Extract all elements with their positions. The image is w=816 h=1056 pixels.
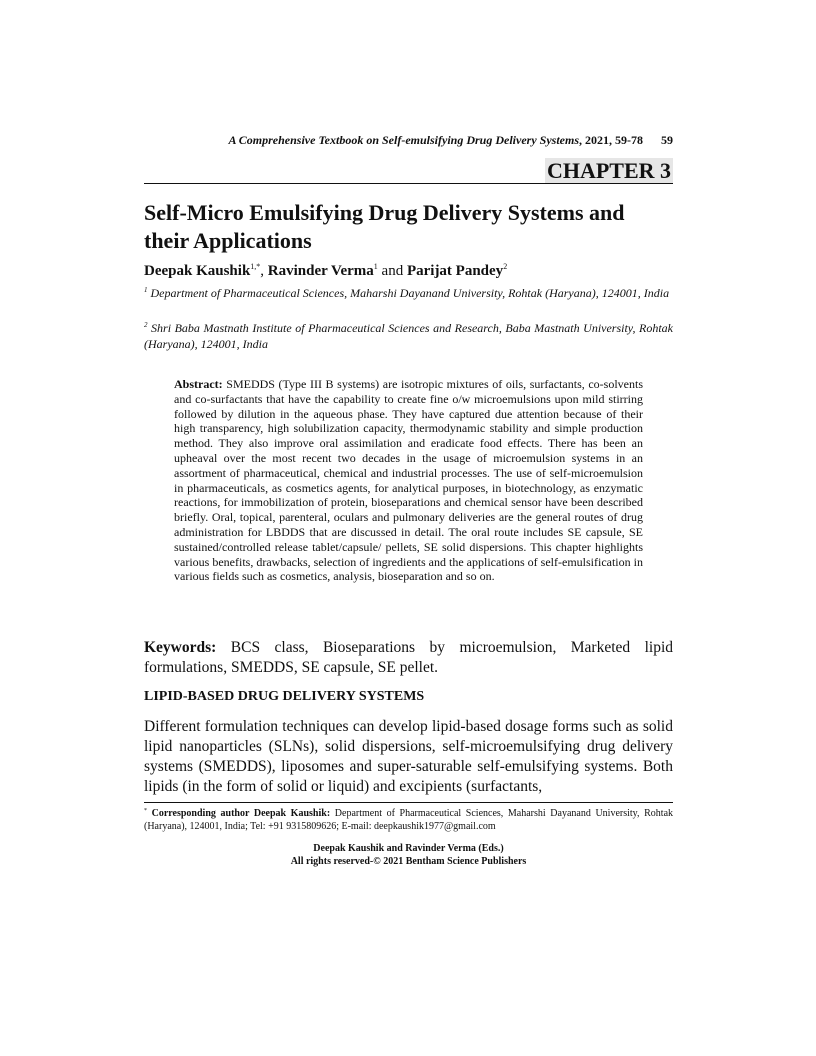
book-title: A Comprehensive Textbook on Self-emulsifying Drug Delivery Systems	[228, 133, 579, 147]
author-affiliation-marker: 1	[373, 262, 378, 271]
body-paragraph: Different formulation techniques can develop lipid-based dosage forms such as solid lipid nanoparticles (SLNs), solid dispersions, self-microemulsifying drug delivery systems (SMEDDS), liposomes and super-saturable self-emulsifying systems. Both lipids (in the form of solid or liquid) and excipients (surfactants,	[144, 718, 673, 795]
chapter-label: CHAPTER 3	[546, 158, 671, 183]
chapter-divider	[144, 183, 673, 184]
keywords-text: BCS class, Bioseparations by microemulsion, Marketed lipid formulations, SMEDDS, SE capsule, SE pellet.	[144, 639, 674, 676]
page-number: 59	[661, 133, 673, 147]
abstract-label: Abstract:	[174, 377, 223, 391]
affiliation-text: Shri Baba Mastnath Institute of Pharmaceutical Sciences and Research, Baba Mastnath University, Rohtak (Haryana), 124001, India	[144, 321, 674, 351]
publisher-block	[144, 843, 673, 868]
author-list	[144, 262, 673, 280]
footnote-divider	[144, 802, 673, 803]
corresponding-author-footnote	[144, 808, 673, 833]
affiliation-marker: 2	[144, 321, 148, 329]
affiliation-2	[144, 320, 673, 352]
affiliation-1	[144, 285, 673, 301]
running-head	[144, 133, 673, 147]
author-name: Deepak Kaushik	[144, 263, 251, 279]
author-affiliation-marker: 1,*	[250, 262, 261, 271]
abstract	[174, 377, 643, 584]
document-page	[144, 0, 673, 1056]
abstract-text: SMEDDS (Type III B systems) are isotropic mixtures of oils, surfactants, co-solvents and co-surfactants that have the capability to create fine o/w microemulsions upon mild stirring followed by dilution in the aqueous phase. They have captured due attention because of their high transparency, high solubilization capacity, thermodynamic stability and simple production method. They also improve oral assimilation and eradicate food effects. There has been an upheaval over the most recent two decades in the usage of microemulsion systems in an assortment of pharmaceutical, chemical and industrial processes. The use of self-microemulsion in pharmaceuticals, as cosmetics agents, for analytical purposes, in biotechnology, as enzymatic reactions, for immobilization of protein, bioseparations and chemical sensor have been described briefly. Oral, topical, parenteral, oculars and pulmonary deliveries are the general routes of drug administration for LBDDS that are discussed in detail. The oral route includes SE capsule, SE sustained/controlled release tablet/capsule/ pellets, SE solid dispersions. This chapter highlights various benefits, drawbacks, selection of ingredients and the applications of self-emulsification in various fields such as cosmetics, analysis, bioseparation and so on.	[174, 377, 644, 584]
author-name: Ravinder Verma	[267, 263, 374, 279]
author-affiliation-marker: 2	[503, 262, 508, 271]
section-heading: LIPID-BASED DRUG DELIVERY SYSTEMS	[144, 689, 425, 704]
author-name: Parijat Pandey	[406, 263, 504, 279]
keywords-label: Keywords:	[144, 639, 217, 656]
author-separator: ,	[260, 263, 268, 279]
author-separator: and	[377, 263, 407, 279]
affiliation-text: Department of Pharmaceutical Sciences, Maharshi Dayanand University, Rohtak (Haryana), 124001, India	[150, 286, 670, 300]
affiliation-marker: 1	[144, 286, 148, 294]
footnote-label: Corresponding author Deepak Kaushik:	[151, 808, 331, 819]
article-title: Self-Micro Emulsifying Drug Delivery Systems and their Applications	[144, 200, 625, 253]
keywords	[144, 638, 673, 678]
editors-line: Deepak Kaushik and Ravinder Verma (Eds.)	[313, 843, 504, 854]
book-year-pages: , 2021, 59-78	[579, 133, 643, 147]
footnote-text: Department of Pharmaceutical Sciences, Maharshi Dayanand University, Rohtak (Haryana), 124001, India; Tel: +91 9315809626; E-mail: deepkaushik1977@gmail.com	[144, 808, 674, 832]
footnote-marker: *	[144, 808, 147, 814]
rights-line: All rights reserved-© 2021 Bentham Science Publishers	[290, 855, 527, 867]
